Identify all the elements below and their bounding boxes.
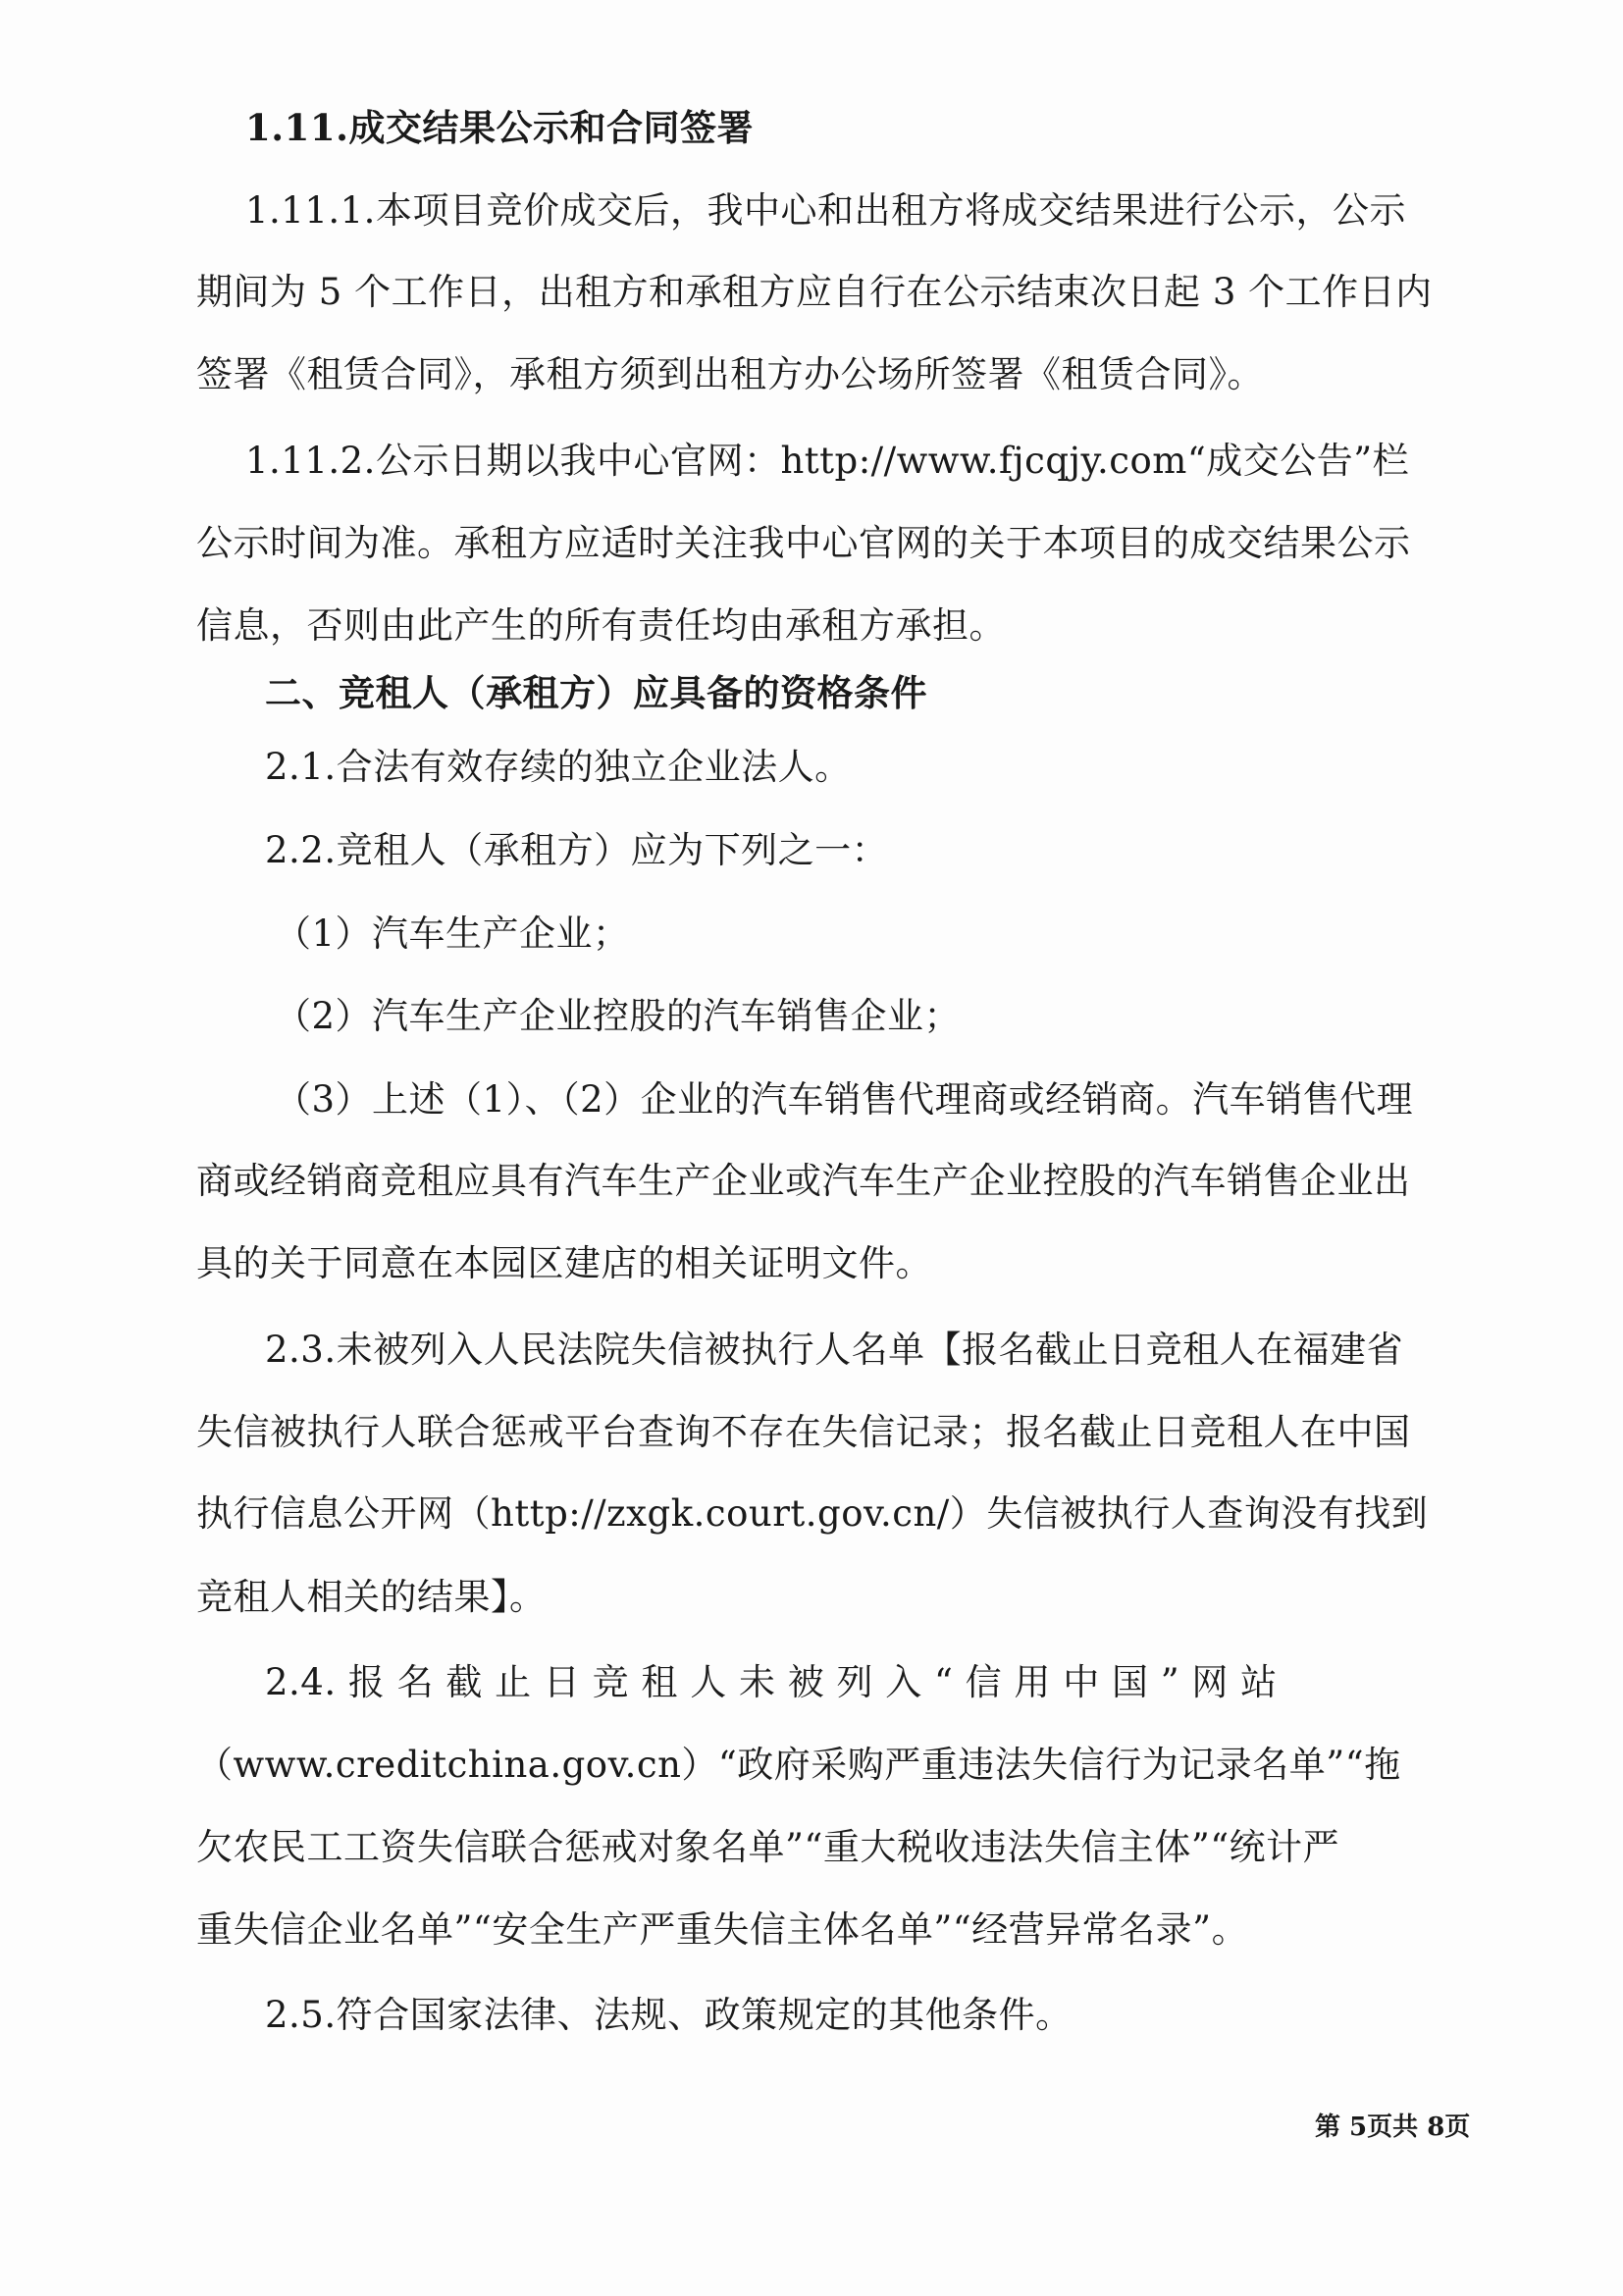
paragraph-1-11-1-line-2: 期间为 5 个工作日，出租方和承租方应自行在公示结束次日起 3 个工作日内 <box>196 271 1433 313</box>
item-2-1: 2.1.合法有效存续的独立企业法人。 <box>265 746 852 788</box>
sub-item-3-line-3: 具的关于同意在本园区建店的相关证明文件。 <box>196 1242 932 1284</box>
section-heading-1-11: 1.11.成交结果公示和合同签署 <box>245 106 754 149</box>
item-2-2: 2.2.竞租人（承租方）应为下列之一： <box>265 829 889 871</box>
paragraph-1-11-1-line-1: 1.11.1.本项目竞价成交后，我中心和出租方将成交结果进行公示，公示 <box>245 189 1406 232</box>
paragraph-1-11-2-line-1: 1.11.2.公示日期以我中心官网：http://www.fjcqjy.com“成交公告”栏 <box>245 440 1410 482</box>
item-2-3-line-2: 失信被执行人联合惩戒平台查询不存在失信记录；报名截止日竞租人在中国 <box>196 1411 1411 1453</box>
section-heading-2: 二、竞租人（承租方）应具备的资格条件 <box>265 671 927 714</box>
item-2-3-line-3: 执行信息公开网（http://zxgk.court.gov.cn/）失信被执行人查询没有找到 <box>196 1492 1429 1535</box>
item-2-4-line-4: 重失信企业名单”“安全生产严重失信主体名单”“经营异常名录”。 <box>196 1908 1249 1951</box>
sub-item-2: （2）汽车生产企业控股的汽车销售企业； <box>275 995 962 1037</box>
sub-item-3-line-2: 商或经销商竞租应具有汽车生产企业或汽车生产企业控股的汽车销售企业出 <box>196 1160 1411 1202</box>
item-2-3-line-1: 2.3.未被列入人民法院失信被执行人名单【报名截止日竞租人在福建省 <box>265 1329 1404 1371</box>
sub-item-3-line-1: （3）上述（1）、（2）企业的汽车销售代理商或经销商。汽车销售代理 <box>275 1078 1414 1121</box>
page-number: 第 5页共 8页 <box>1315 2113 1471 2142</box>
item-2-5: 2.5.符合国家法律、法规、政策规定的其他条件。 <box>265 1994 1073 2036</box>
item-2-3-line-4: 竞租人相关的结果】。 <box>196 1576 547 1618</box>
item-2-4-line-1: 2.4. 报 名 截 止 日 竞 租 人 未 被 列 入 “ 信 用 中 国 ” 网 站 <box>265 1661 1278 1703</box>
paragraph-1-11-2-line-2: 公示时间为准。承租方应适时关注我中心官网的关于本项目的成交结果公示 <box>196 522 1411 564</box>
item-2-4-line-2: （www.creditchina.gov.cn）“政府采购严重违法失信行为记录名单”“拖 <box>196 1744 1401 1786</box>
paragraph-1-11-1-line-3: 签署《租赁合同》，承租方须到出租方办公场所签署《租赁合同》。 <box>196 353 1264 395</box>
item-2-4-line-3: 欠农民工工资失信联合惩戒对象名单”“重大税收违法失信主体”“统计严 <box>196 1826 1340 1868</box>
paragraph-1-11-2-line-3: 信息，否则由此产生的所有责任均由承租方承担。 <box>196 604 1006 647</box>
sub-item-1: （1）汽车生产企业； <box>275 913 630 955</box>
